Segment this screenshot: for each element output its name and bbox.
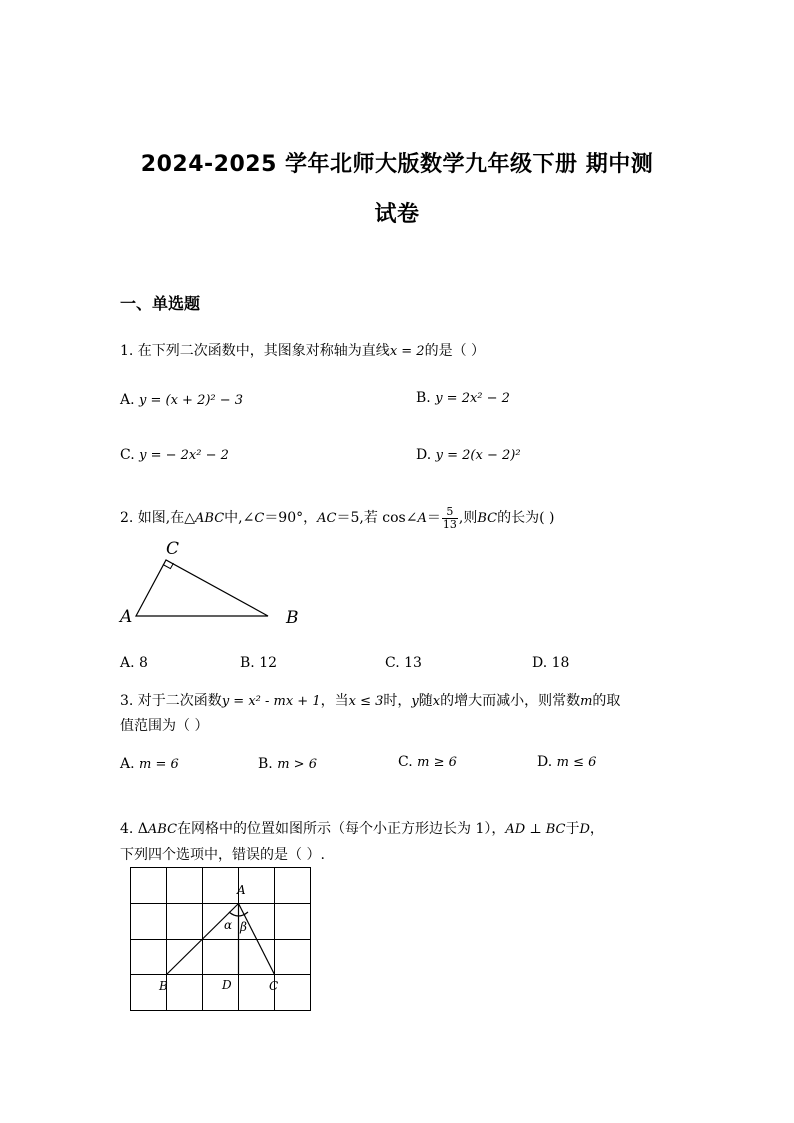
section-heading: 一、单选题 [120,294,201,313]
option-expr: m > 6 [277,757,317,772]
q3-text: 的取 [592,693,621,709]
document-title [100,140,694,240]
q3-math-m: m [580,694,593,709]
option-label: D. [416,447,432,463]
q2-math-a: A [417,511,427,526]
q4-grid-figure [125,862,320,1017]
fraction-denominator: 13 [442,517,457,531]
q2-text: ,则 [458,510,478,526]
question-2 [120,505,554,532]
q2-option-d[interactable] [532,655,569,671]
label-c: C [166,539,180,559]
option-label: B. [416,390,431,406]
label-alpha: α [224,918,233,932]
label-c: C [269,979,279,993]
q4-text: ， [589,821,604,837]
q3-math-y: y [411,694,419,709]
q4-math-d: D [579,822,590,837]
q2-text: ＝90°， [264,510,318,526]
question-4-line-2: 下列四个选项中，错误的是（ ）. [120,847,325,863]
q2-option-a[interactable] [120,655,148,671]
q2-text: ＝5,若 cos∠ [336,510,418,526]
q1-text-post: 的是（ ） [424,343,486,359]
label-a: A [237,883,246,897]
q1-option-a[interactable] [120,392,243,408]
option-label: A. [120,756,135,772]
q4-text: 4. Δ [120,821,148,837]
option-expr: m ≥ 6 [417,755,457,770]
q4-math-bc: BC [545,822,566,837]
title-line-2: 试卷 [374,202,420,227]
q3-text: 的增大而减小，则常数 [440,693,581,709]
label-d: D [222,978,232,992]
question-3 [120,688,620,715]
q4-math-ad: AD [505,822,526,837]
fraction-numerator: 5 [442,506,458,519]
option-expr: y = 2(x − 2)² [435,448,521,463]
option-value: 18 [551,655,570,671]
q1-option-d[interactable] [416,447,521,463]
option-label: D. [532,655,548,671]
option-label: A. [120,392,135,408]
q4-perp-symbol: ⊥ [525,822,546,837]
q2-math-c: C [254,511,265,526]
option-expr: m ≤ 6 [556,755,597,770]
q3-text: ，当 [320,693,349,709]
q3-option-c[interactable] [398,754,457,770]
q3-option-a[interactable] [120,756,179,772]
option-expr: y = − 2x² − 2 [139,448,229,463]
q2-math-abc: ABC [195,511,225,526]
q3-math-cond: x ≤ 3 [348,694,384,709]
title-line-1: 2024-2025 学年北师大版数学九年级下册 期中测 [140,152,654,177]
q3-math-x: x [432,694,441,709]
q3-math-func: y = x² - mx + 1 [221,694,321,709]
q3-option-b[interactable] [258,756,317,772]
triangle-abc [136,560,268,616]
option-value: 13 [404,655,422,671]
question-3-line-2: 值范围为（ ） [120,718,209,734]
label-beta: β [240,920,247,934]
q2-text: ＝ [426,510,441,526]
q3-text: 时， [383,693,412,709]
option-label: C. [385,655,400,671]
q2-text: 2. 如图,在△ [120,510,196,526]
grid-lines [131,868,311,1011]
q1-option-b[interactable] [416,390,510,406]
q2-triangle-figure [110,532,310,632]
q3-text: 随 [418,693,433,709]
question-4 [120,816,604,843]
q4-text: 在网格中的位置如图所示（每个小正方形边长为 1）， [177,821,506,837]
q2-text: 的长为( ) [497,510,555,526]
q2-option-b[interactable] [240,655,277,671]
q2-fraction [442,506,458,531]
option-value: 8 [139,655,148,671]
option-expr: y = (x + 2)² − 3 [139,393,244,408]
label-b: B [159,979,168,993]
question-1 [120,338,485,365]
q1-text-pre: 1. 在下列二次函数中，其图象对称轴为直线 [120,343,390,359]
label-a: A [120,607,133,627]
option-label: C. [398,754,413,770]
q2-math-bc: BC [477,511,498,526]
q4-text: 于 [565,821,580,837]
option-label: C. [120,447,135,463]
label-b: B [286,608,299,628]
q4-math-abc: ABC [147,822,178,837]
q3-text: 3. 对于二次函数 [120,693,222,709]
option-label: B. [258,756,273,772]
q1-option-c[interactable] [120,447,229,463]
option-label: A. [120,655,135,671]
q2-option-c[interactable] [385,655,422,671]
option-value: 12 [259,655,278,671]
option-label: D. [537,754,553,770]
q2-math-ac: AC [317,511,337,526]
q1-math: x = 2 [389,344,425,359]
q2-text: 中,∠ [224,510,255,526]
option-label: B. [240,655,255,671]
option-expr: y = 2x² − 2 [435,391,510,406]
q3-option-d[interactable] [537,754,596,770]
option-expr: m = 6 [139,757,179,772]
